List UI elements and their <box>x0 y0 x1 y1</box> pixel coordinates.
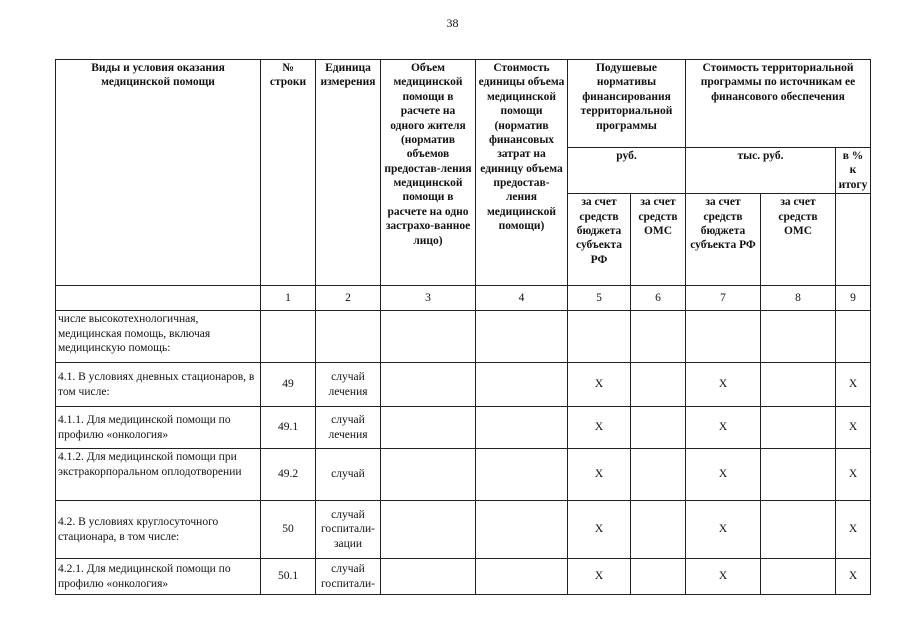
row-number: 50.1 <box>261 559 316 595</box>
header-percent-total: в % к итогу <box>836 148 871 194</box>
cell-unit-cost <box>476 449 568 501</box>
cell-cost-oms <box>761 311 836 363</box>
row-name: числе высокотехнологичная, медицинская помощь, включая медицинскую помощь: <box>56 311 261 363</box>
cell-percent: X <box>836 501 871 559</box>
column-number: 3 <box>381 286 476 311</box>
cell-cost-oms <box>761 407 836 449</box>
column-number: 9 <box>836 286 871 311</box>
cell-cost-budget: X <box>686 407 761 449</box>
column-number: 4 <box>476 286 568 311</box>
cell-percent: X <box>836 559 871 595</box>
header-budget-source-2: за счет средств бюджета субъекта РФ <box>686 194 761 286</box>
cell-per-capita-oms <box>631 501 686 559</box>
header-rub: руб. <box>568 148 686 194</box>
cell-per-capita-budget: X <box>568 501 631 559</box>
row-name: 4.1.1. Для медицинской помощи по профилю «онкология» <box>56 407 261 449</box>
cell-volume <box>381 311 476 363</box>
table-row <box>56 449 871 501</box>
cell-per-capita-oms <box>631 311 686 363</box>
table-row <box>56 407 871 449</box>
row-unit: случай госпитали-зации <box>316 501 381 559</box>
cell-per-capita-oms <box>631 363 686 407</box>
cell-cost-oms <box>761 449 836 501</box>
column-number: 5 <box>568 286 631 311</box>
row-unit <box>316 311 381 363</box>
cell-cost-budget <box>686 311 761 363</box>
row-number: 49.1 <box>261 407 316 449</box>
row-name: 4.2.1. Для медицинской помощи по профилю «онкология» <box>56 559 261 595</box>
cell-cost-oms <box>761 501 836 559</box>
cell-per-capita-budget <box>568 311 631 363</box>
cell-per-capita-budget: X <box>568 407 631 449</box>
row-number: 49.2 <box>261 449 316 501</box>
header-territorial-cost: Стоимость территориальной программы по источникам ее финансового обеспечения <box>686 60 871 148</box>
column-number: 6 <box>631 286 686 311</box>
cell-unit-cost <box>476 363 568 407</box>
column-number: 8 <box>761 286 836 311</box>
header-budget-source: за счет средств бюджета субъекта РФ <box>568 194 631 286</box>
header-percent-blank <box>836 194 871 286</box>
header-per-capita: Подушевые нормативы финансирования территориальной программы <box>568 60 686 148</box>
column-number-blank <box>56 286 261 311</box>
row-number: 50 <box>261 501 316 559</box>
cell-percent <box>836 311 871 363</box>
row-unit: случай лечения <box>316 363 381 407</box>
cell-cost-budget: X <box>686 559 761 595</box>
financing-table <box>55 59 871 595</box>
cell-cost-budget: X <box>686 363 761 407</box>
cell-volume <box>381 501 476 559</box>
header-oms-source-2: за счет средств ОМС <box>761 194 836 286</box>
cell-unit-cost <box>476 407 568 449</box>
header-types: Виды и условия оказания медицинской помощи <box>56 60 261 286</box>
row-name: 4.1. В условиях дневных стационаров, в том числе: <box>56 363 261 407</box>
cell-per-capita-budget: X <box>568 449 631 501</box>
cell-per-capita-budget: X <box>568 363 631 407</box>
cell-volume <box>381 559 476 595</box>
cell-per-capita-oms <box>631 449 686 501</box>
table-row <box>56 501 871 559</box>
cell-per-capita-oms <box>631 407 686 449</box>
cell-percent: X <box>836 407 871 449</box>
header-volume: Объем медицинской помощи в расчете на одного жителя (норматив объемов предостав-ления медицинской помощи в расчете на одно застрахо-ванное лицо) <box>381 60 476 286</box>
cell-cost-budget: X <box>686 449 761 501</box>
table-row <box>56 311 871 363</box>
row-unit: случай госпитали- <box>316 559 381 595</box>
header-thousand-rub: тыс. руб. <box>686 148 836 194</box>
table-row <box>56 559 871 595</box>
row-name: 4.1.2. Для медицинской помощи при экстракорпоральном оплодотворении <box>56 449 261 501</box>
cell-volume <box>381 363 476 407</box>
cell-unit-cost <box>476 559 568 595</box>
row-number <box>261 311 316 363</box>
column-number: 2 <box>316 286 381 311</box>
cell-volume <box>381 449 476 501</box>
cell-percent: X <box>836 449 871 501</box>
row-unit: случай <box>316 449 381 501</box>
cell-cost-budget: X <box>686 501 761 559</box>
cell-per-capita-budget: X <box>568 559 631 595</box>
table-row <box>56 363 871 407</box>
cell-cost-oms <box>761 559 836 595</box>
cell-percent: X <box>836 363 871 407</box>
column-number: 1 <box>261 286 316 311</box>
cell-unit-cost <box>476 311 568 363</box>
page-number: 38 <box>446 16 459 30</box>
header-unit: Единица измерения <box>316 60 381 286</box>
row-name: 4.2. В условиях круглосуточного стационара, в том числе: <box>56 501 261 559</box>
column-number: 7 <box>686 286 761 311</box>
header-oms-source: за счет средств ОМС <box>631 194 686 286</box>
cell-unit-cost <box>476 501 568 559</box>
cell-per-capita-oms <box>631 559 686 595</box>
cell-cost-oms <box>761 363 836 407</box>
row-number: 49 <box>261 363 316 407</box>
cell-volume <box>381 407 476 449</box>
row-unit: случай лечения <box>316 407 381 449</box>
header-unit-cost: Стоимость единицы объема медицинской помощи (норматив финансовых затрат на единицу объема предостав-ления медицинской помощи) <box>476 60 568 286</box>
header-row-number: № строки <box>261 60 316 286</box>
